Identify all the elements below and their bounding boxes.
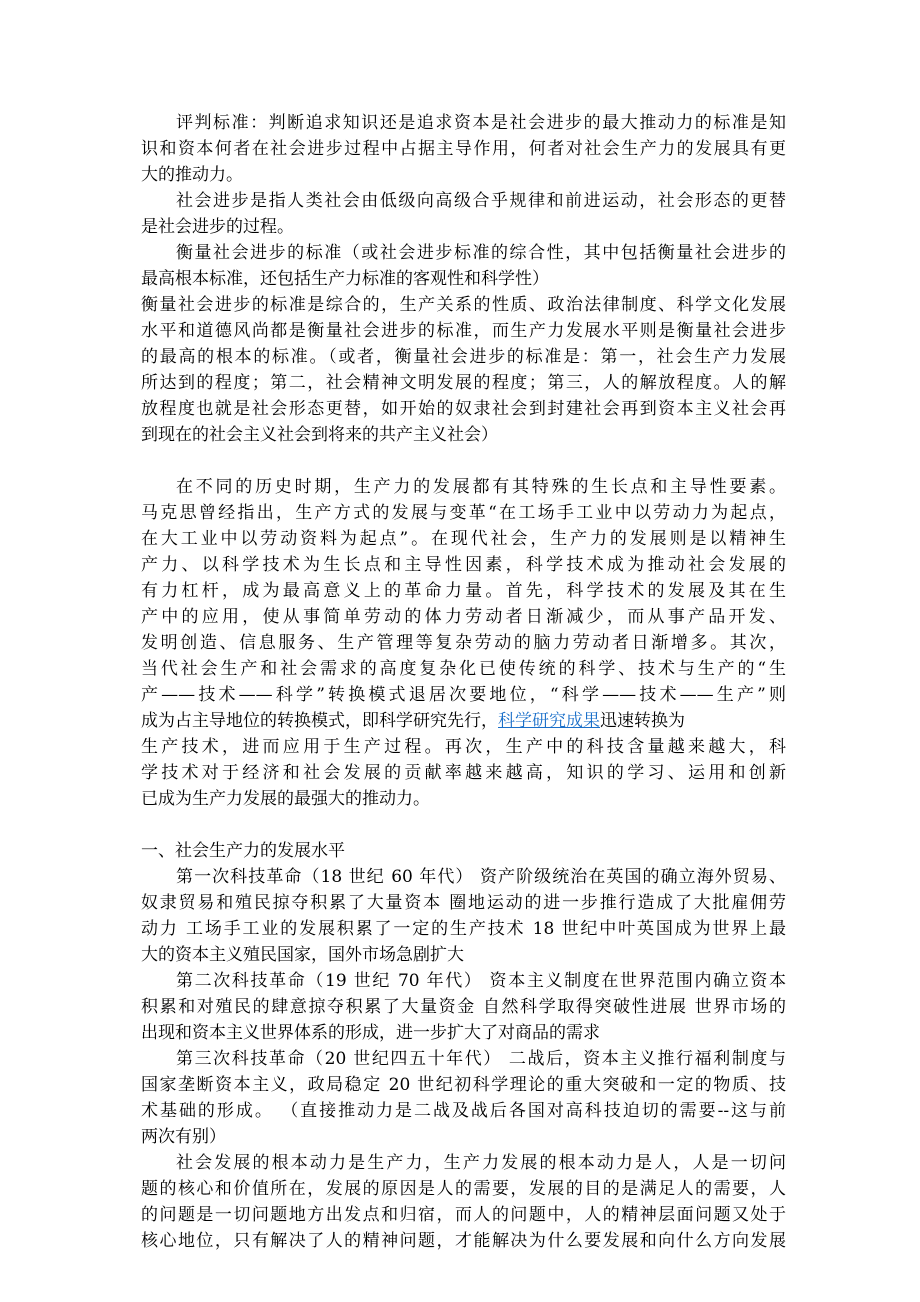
text-line: 奴隶贸易和殖民掠夺积累了大量资本 圈地运动的进一步推行造成了大批雇佣劳 — [141, 893, 786, 913]
text-line: 已成为生产力发展的最强大的推动力。 — [141, 789, 430, 809]
blank-line — [141, 448, 786, 474]
text-line: 识和资本何者在社会进步过程中占据主导作用，何者对社会生产力的发展具有更 — [141, 139, 786, 159]
document-body — [141, 110, 786, 1254]
text-line: 评判标准：判断追求知识还是追求资本是社会进步的最大推动力的标准是知 — [176, 113, 786, 133]
text-line: 动力 工场手工业的发展积累了一定的生产技术 18 世纪中叶英国成为世界上最 — [141, 919, 786, 939]
text-line: 大的推动力。 — [141, 165, 243, 185]
section-heading: 一、社会生产力的发展水平 — [141, 841, 345, 861]
text-line: 核心地位，只有解决了人的精神问题，才能解决为什么要发展和向什么方向发展 — [141, 1231, 786, 1251]
text-line: 衡量社会进步的标准是综合的，生产关系的性质、政治法律制度、科学文化发展 — [141, 295, 786, 315]
text-line: 水平和道德风尚都是衡量社会进步的标准，而生产力发展水平则是衡量社会进步 — [141, 321, 786, 341]
text-line: 的最高的根本的标准。（或者，衡量社会进步的标准是：第一，社会生产力发展 — [141, 347, 786, 367]
text-line: 发明创造、信息服务、生产管理等复杂劳动的脑力劳动者日渐增多。其次， — [141, 633, 786, 653]
text-segment: 迅速转换为 — [600, 711, 685, 731]
text-line: 在大工业中以劳动资料为起点”。在现代社会，生产力的发展则是以精神生 — [141, 529, 786, 549]
text-line: 国家垄断资本主义，政局稳定 20 世纪初科学理论的重大突破和一定的物质、技 — [141, 1075, 786, 1095]
text-line: 放程度也就是社会形态更替，如开始的奴隶社会到封建社会再到资本主义社会再 — [141, 399, 786, 419]
text-line: 第一次科技革命（18 世纪 60 年代） 资产阶级统治在英国的确立海外贸易、 — [176, 867, 786, 887]
text-line: 产——技术——科学”转换模式退居次要地位，“科学——技术——生产”则 — [141, 685, 786, 705]
text-line: 产力、以科学技术为生长点和主导性因素，科学技术成为推动社会发展的 — [141, 555, 786, 575]
text-line: 第二次科技革命（19 世纪 70 年代） 资本主义制度在世界范围内确立资本 — [176, 971, 786, 991]
text-line: 术基础的形成。 （直接推动力是二战及战后各国对高科技迫切的需要--这与前 — [141, 1101, 786, 1121]
text-line: 题的核心和价值所在，发展的原因是人的需要，发展的目的是满足人的需要，人 — [141, 1179, 786, 1199]
text-line: 大的资本主义殖民国家，国外市场急剧扩大 — [141, 945, 464, 965]
text-line: 积累和对殖民的肆意掠夺积累了大量资金 自然科学取得突破性进展 世界市场的 — [141, 997, 786, 1017]
text-line: 当代社会生产和社会需求的高度复杂化已使传统的科学、技术与生产的“生 — [141, 659, 786, 679]
text-line: 所达到的程度；第二，社会精神文明发展的程度；第三，人的解放程度。人的解 — [141, 373, 786, 393]
text-line: 产中的应用，使从事简单劳动的体力劳动者日渐减少，而从事产品开发、 — [141, 607, 786, 627]
text-line: 社会发展的根本动力是生产力，生产力发展的根本动力是人，人是一切问 — [176, 1153, 786, 1173]
text-line: 在不同的历史时期，生产力的发展都有其特殊的生长点和主导性要素。 — [176, 477, 786, 497]
text-line: 马克思曾经指出，生产方式的发展与变革“在工场手工业中以劳动力为起点， — [141, 503, 786, 523]
text-line: 是社会进步的过程。 — [141, 217, 294, 237]
text-segment: 成为占主导地位的转换模式，即科学研究先行， — [141, 711, 498, 731]
text-line-with-link — [141, 708, 786, 734]
text-line: 最高根本标准，还包括生产力标准的客观性和科学性） — [141, 269, 549, 289]
text-line: 到现在的社会主义社会到将来的共产主义社会） — [141, 425, 498, 445]
text-line: 有力杠杆，成为最高意义上的革命力量。首先，科学技术的发展及其在生 — [141, 581, 786, 601]
blank-line — [141, 812, 786, 838]
text-line: 出现和资本主义世界体系的形成，进一步扩大了对商品的需求 — [141, 1023, 600, 1043]
text-line: 学技术对于经济和社会发展的贡献率越来越高，知识的学习、运用和创新 — [141, 763, 786, 783]
text-line: 第三次科技革命（20 世纪四五十年代） 二战后，资本主义推行福利制度与 — [176, 1049, 786, 1069]
text-line: 社会进步是指人类社会由低级向高级合乎规律和前进运动，社会形态的更替 — [176, 191, 786, 211]
text-line: 两次有别） — [141, 1127, 226, 1147]
text-line: 衡量社会进步的标准（或社会进步标准的综合性，其中包括衡量社会进步的 — [176, 243, 786, 263]
research-results-link[interactable]: 科学研究成果 — [498, 711, 600, 731]
text-line: 生产技术，进而应用于生产过程。再次，生产中的科技含量越来越大，科 — [141, 737, 786, 757]
text-line: 的问题是一切问题地方出发点和归宿，而人的问题中，人的精神层面问题又处于 — [141, 1205, 786, 1225]
